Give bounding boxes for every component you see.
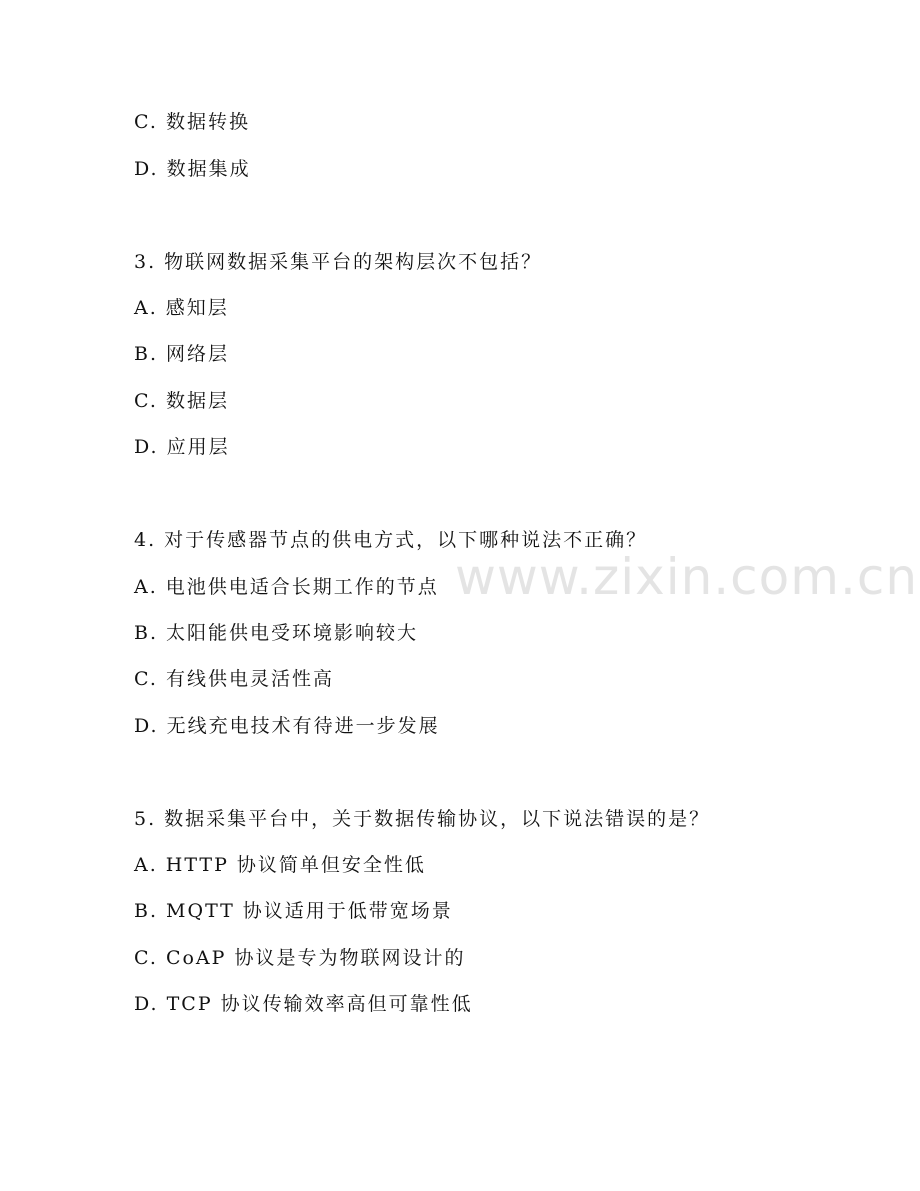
option-3d: D. 应用层: [134, 436, 230, 458]
option-5a: A. HTTP 协议简单但安全性低: [134, 854, 426, 876]
option-3c: C. 数据层: [134, 390, 229, 412]
option-4c: C. 有线供电灵活性高: [134, 668, 334, 690]
question-3-text: 3. 物联网数据采集平台的架构层次不包括？: [134, 251, 543, 273]
option-2d: D. 数据集成: [134, 158, 251, 180]
option-3a: A. 感知层: [134, 297, 229, 319]
option-5b: B. MQTT 协议适用于低带宽场景: [134, 900, 453, 922]
option-5c: C. CoAP 协议是专为物联网设计的: [134, 947, 466, 969]
option-4b: B. 太阳能供电受环境影响较大: [134, 622, 419, 644]
option-3b: B. 网络层: [134, 343, 230, 365]
option-4a: A. 电池供电适合长期工作的节点: [134, 576, 439, 598]
option-4d: D. 无线充电技术有待进一步发展: [134, 715, 440, 737]
option-2c: C. 数据转换: [134, 111, 250, 133]
option-5d: D. TCP 协议传输效率高但可靠性低: [134, 993, 473, 1015]
question-4-text: 4. 对于传感器节点的供电方式，以下哪种说法不正确？: [134, 529, 648, 551]
watermark: www.zixin.com.cn: [455, 548, 919, 606]
question-5-text: 5. 数据采集平台中，关于数据传输协议，以下说法错误的是？: [134, 808, 711, 830]
